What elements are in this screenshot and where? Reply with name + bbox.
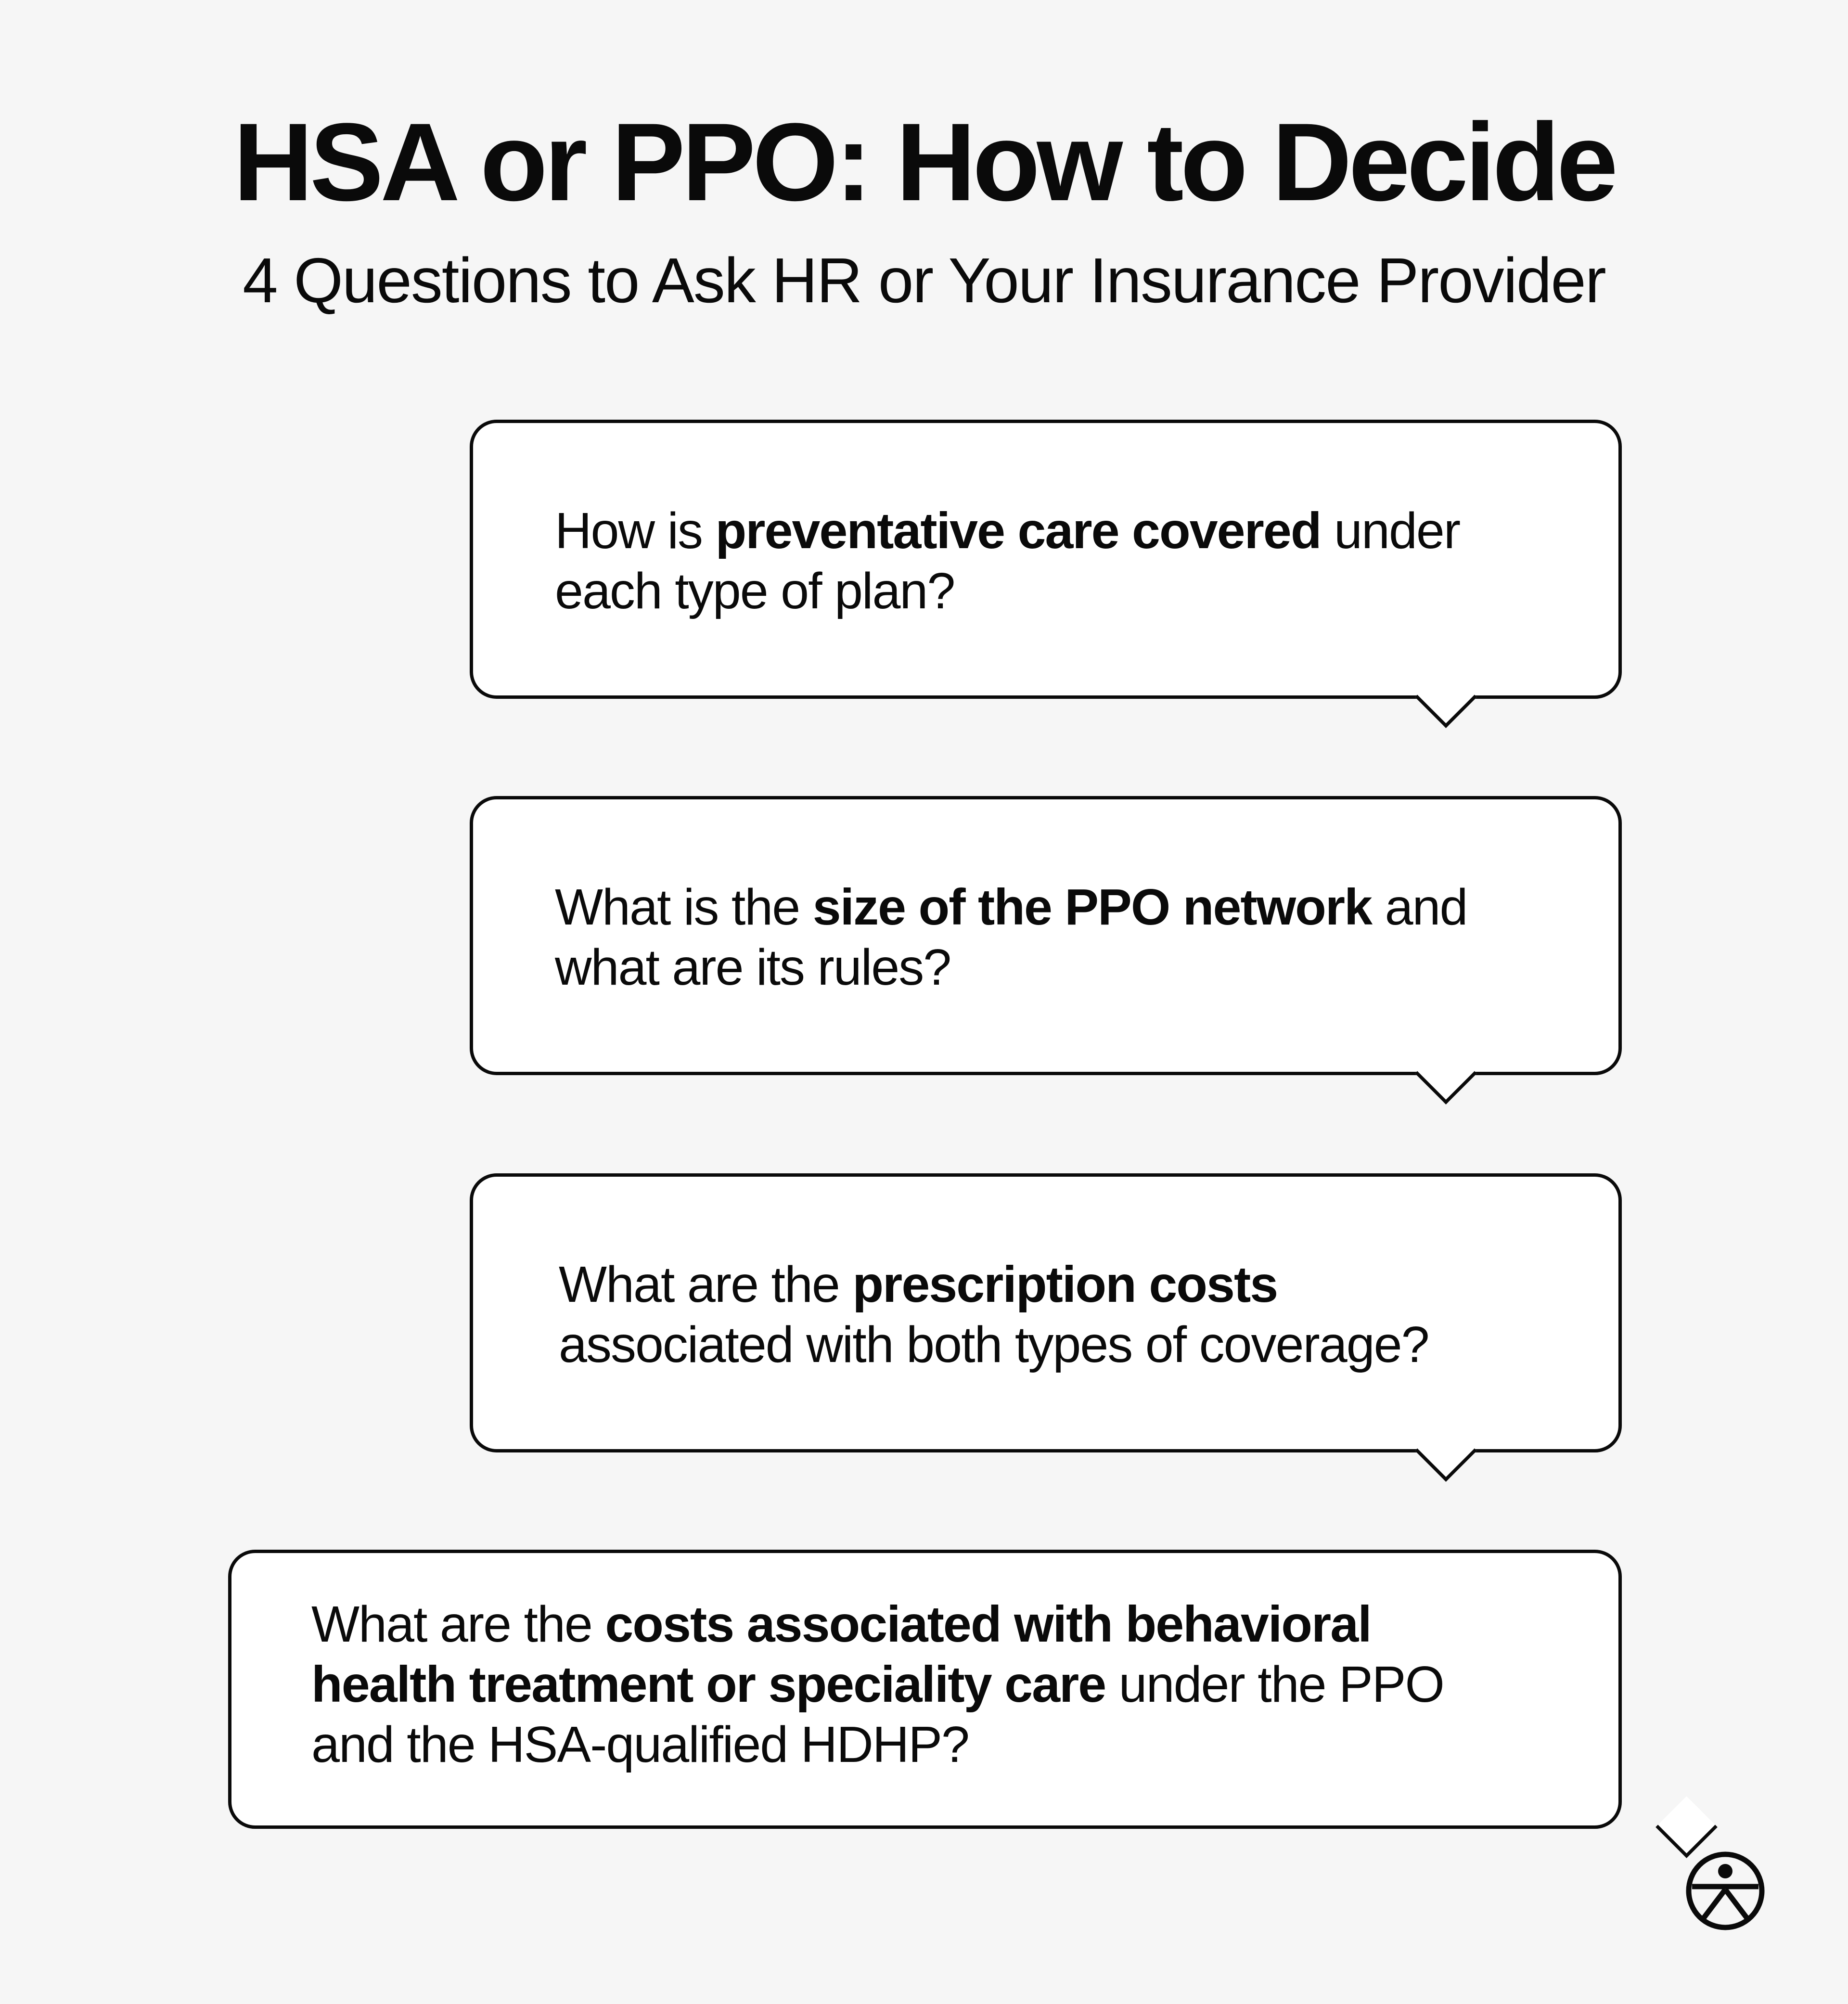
question-3-text-line2: associated with both types of coverage? bbox=[559, 1316, 1429, 1373]
question-text-1 bbox=[555, 501, 1460, 621]
question-1-text-regular: How is bbox=[555, 502, 716, 559]
speech-bubble-tail bbox=[1656, 1796, 1718, 1858]
question-4-text-line3: and the HSA-qualified HDHP? bbox=[311, 1716, 969, 1773]
question-1-text-line2: each type of plan? bbox=[555, 563, 955, 619]
question-2-text-bold: size of the PPO network bbox=[812, 879, 1372, 936]
question-text-2 bbox=[555, 877, 1467, 998]
question-text-4 bbox=[311, 1594, 1444, 1775]
question-4-text-bold: costs associated with behavioral bbox=[605, 1596, 1371, 1653]
question-1-text-regular-end: under bbox=[1321, 502, 1460, 559]
question-4-text-regular-line2: under the PPO bbox=[1105, 1656, 1444, 1713]
page-title: HSA or PPO: How to Decide bbox=[233, 100, 1615, 224]
question-bubble-2 bbox=[470, 796, 1622, 1075]
page-subtitle: 4 Questions to Ask HR or Your Insurance Provider bbox=[243, 245, 1605, 316]
person-in-circle-logo-icon bbox=[1684, 1850, 1766, 1932]
question-bubble-3 bbox=[470, 1173, 1622, 1452]
question-3-text-bold: prescription costs bbox=[852, 1256, 1278, 1313]
question-4-text-bold-line2: health treatment or speciality care bbox=[311, 1656, 1106, 1713]
speech-bubble-tail bbox=[1415, 1042, 1477, 1105]
question-bubble-4 bbox=[228, 1550, 1622, 1829]
speech-bubble-tail bbox=[1415, 666, 1477, 728]
question-text-3 bbox=[559, 1255, 1429, 1375]
question-1-text-bold: preventative care covered bbox=[715, 502, 1321, 559]
question-2-text-regular: What is the bbox=[555, 879, 813, 936]
speech-bubble-tail bbox=[1415, 1420, 1477, 1482]
question-bubble-1 bbox=[470, 420, 1622, 699]
question-3-text-regular: What are the bbox=[559, 1256, 853, 1313]
question-2-text-line2: what are its rules? bbox=[555, 939, 951, 996]
question-4-text-regular: What are the bbox=[311, 1596, 605, 1653]
question-2-text-regular-end: and bbox=[1372, 879, 1467, 936]
